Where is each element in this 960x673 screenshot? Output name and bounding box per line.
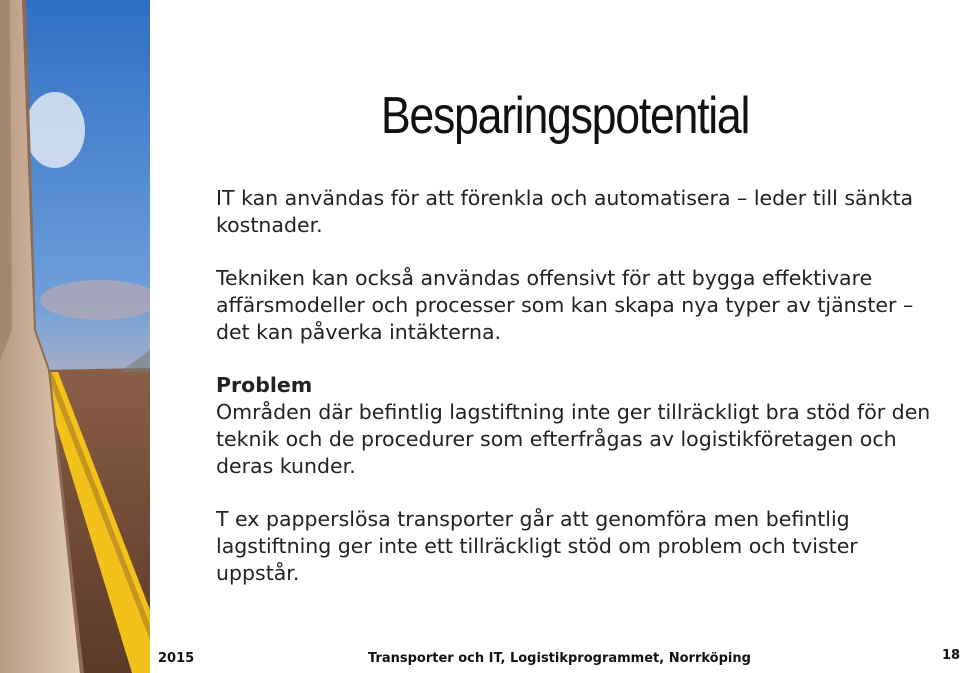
problem-heading: Problem (216, 373, 313, 397)
cloud (25, 92, 85, 168)
footer-year: 2015 (158, 651, 195, 666)
page-number: 18 (942, 648, 960, 663)
problem-section (216, 372, 936, 480)
road-bridge-illustration (0, 0, 150, 673)
problem-text: Områden där befintlig lagstiftning inte ger tillräckligt bra stöd för den teknik och de procedurer som efterfrågas av logistikföretagen och deras kunder. (216, 400, 931, 478)
road-bridge-image (0, 0, 150, 673)
paragraph-example: T ex papperslösa transporter går att genomföra men befintlig lagstiftning ger inte ett tillräckligt stöd om problem och tvister uppstår. (216, 507, 858, 585)
slide-title: Besparingspotential (380, 87, 750, 145)
pillar (0, 0, 12, 360)
slide-body (216, 185, 936, 613)
paragraph-cost: IT kan användas för att förenkla och automatisera – leder till sänkta kostnader. (216, 186, 914, 237)
paragraph-offensive: Tekniken kan också användas offensivt för att bygga effektivare affärsmodeller och processer som kan skapa nya typer av tjänster – det kan påverka intäkterna. (216, 266, 914, 344)
footer-course: Transporter och IT, Logistikprogrammet, Norrköping (368, 651, 751, 666)
slide-footer (0, 650, 960, 670)
